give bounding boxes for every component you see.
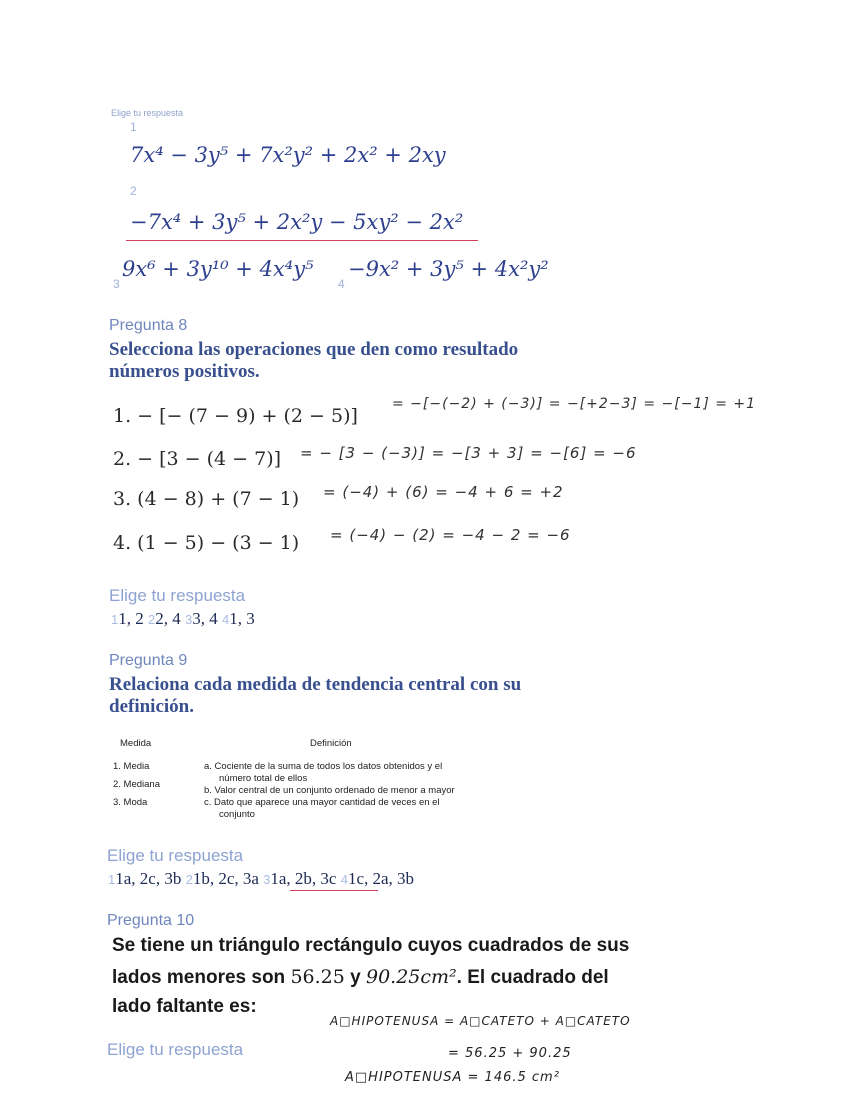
q9-choice-4[interactable]: 1c, 2a, 3b bbox=[347, 869, 415, 888]
q9-elige: Elige tu respuesta bbox=[107, 846, 244, 865]
q7-option-3[interactable]: 9x⁶ + 3y¹⁰ + 4x⁴y⁵ bbox=[122, 257, 314, 281]
q9-medida-1: 1. Media bbox=[113, 761, 150, 772]
q8-prompt-line1: Selecciona las operaciones que den como resultado bbox=[109, 339, 519, 360]
q8-choice-4-number[interactable]: 4 bbox=[221, 612, 230, 627]
q9-choice-3-mark bbox=[290, 890, 378, 891]
q8-choice-4[interactable]: 1, 3 bbox=[229, 609, 255, 628]
q9-choice-2-number[interactable]: 2 bbox=[185, 872, 193, 887]
q9-def-a-line1: a. Cociente de la suma de todos los datos obtenidos y el bbox=[204, 761, 443, 772]
q10-line2-c: . El cuadrado del bbox=[456, 967, 609, 988]
q9-medida-3: 3. Moda bbox=[113, 797, 148, 808]
q7-option-2[interactable]: −7x⁴ + 3y⁵ + 2x²y − 5xy² − 2x² bbox=[130, 210, 464, 234]
q10-line2-b: y bbox=[344, 967, 366, 988]
q8-choice-1-number[interactable]: 1 bbox=[111, 612, 119, 627]
q8-choice-1[interactable]: 1, 2 bbox=[118, 609, 144, 628]
q10-value-2: 90.25cm² bbox=[365, 966, 457, 988]
q7-opt3-number[interactable]: 3 bbox=[113, 277, 120, 291]
q7-hint: Elige tu respuesta bbox=[111, 108, 184, 118]
q9-table-header-medida: Medida bbox=[120, 738, 152, 749]
q10-work-1: A□HIPOTENUSA = A□CATETO + A□CATETO bbox=[330, 1014, 631, 1028]
q10-title: Pregunta 10 bbox=[107, 912, 195, 929]
q8-operation-2: 2. − [3 − (4 − 7)] bbox=[113, 448, 282, 470]
q8-work-3: = (−4) + (6) = −4 + 6 = +2 bbox=[323, 483, 564, 501]
q9-choice-1[interactable]: 1a, 2c, 3b bbox=[115, 869, 182, 888]
q8-prompt-line2: números positivos. bbox=[109, 361, 260, 382]
q7-option-2-mark bbox=[126, 240, 478, 241]
q8-work-4: = (−4) − (2) = −4 − 2 = −6 bbox=[330, 526, 571, 544]
q9-choice-4-number[interactable]: 4 bbox=[340, 872, 348, 887]
q8-title: Pregunta 8 bbox=[109, 317, 188, 334]
q9-table-header-definicion: Definición bbox=[310, 738, 352, 749]
q10-line2-a: lados menores son bbox=[112, 967, 291, 988]
q9-def-c-line1: c. Dato que aparece una mayor cantidad de veces en el bbox=[204, 797, 440, 808]
q8-choice-2[interactable]: 2, 4 bbox=[155, 609, 181, 628]
q9-choices bbox=[108, 869, 414, 889]
q7-option-1[interactable]: 7x⁴ − 3y⁵ + 7x²y² + 2x² + 2xy bbox=[130, 143, 446, 167]
q9-title: Pregunta 9 bbox=[109, 652, 188, 669]
q8-work-1: = −[−(−2) + (−3)] = −[+2−3] = −[−1] = +1 bbox=[392, 396, 757, 412]
q8-choice-3-number[interactable]: 3 bbox=[184, 612, 193, 627]
q10-prompt-line3: lado faltante es: bbox=[112, 996, 257, 1017]
q9-def-b: b. Valor central de un conjunto ordenado de menor a mayor bbox=[204, 785, 455, 796]
q8-elige: Elige tu respuesta bbox=[109, 586, 246, 605]
q9-prompt-line1: Relaciona cada medida de tendencia central con su bbox=[109, 674, 522, 695]
q9-prompt-line2: definición. bbox=[109, 696, 194, 717]
q9-choice-1-number[interactable]: 1 bbox=[108, 872, 116, 887]
q9-def-a-line2: número total de ellos bbox=[219, 773, 308, 784]
q8-operation-1: 1. − [− (7 − 9) + (2 − 5)] bbox=[113, 405, 358, 427]
q8-operation-3: 3. (4 − 8) + (7 − 1) bbox=[113, 488, 300, 510]
q9-choice-3[interactable]: 1a, 2b, 3c bbox=[270, 869, 337, 888]
q8-choice-3[interactable]: 3, 4 bbox=[192, 609, 218, 628]
q8-choices bbox=[111, 609, 255, 629]
q7-opt2-number[interactable]: 2 bbox=[130, 184, 137, 198]
q8-operation-4: 4. (1 − 5) − (3 − 1) bbox=[113, 532, 300, 554]
q8-work-2: = − [3 − (−3)] = −[3 + 3] = −[6] = −6 bbox=[300, 444, 637, 462]
q10-work-3: A□HIPOTENUSA = 146.5 cm² bbox=[345, 1070, 560, 1085]
q10-elige: Elige tu respuesta bbox=[107, 1040, 244, 1059]
q7-option-4[interactable]: −9x² + 3y⁵ + 4x²y² bbox=[348, 257, 549, 281]
q9-medida-2: 2. Mediana bbox=[113, 779, 161, 790]
q8-choice-2-number[interactable]: 2 bbox=[147, 612, 156, 627]
q10-prompt-line1: Se tiene un triángulo rectángulo cuyos cuadrados de sus bbox=[112, 935, 630, 956]
q9-choice-3-number[interactable]: 3 bbox=[263, 872, 271, 887]
q9-def-c-line2: conjunto bbox=[219, 809, 255, 820]
q9-choice-2[interactable]: 1b, 2c, 3a bbox=[192, 869, 259, 888]
q7-opt1-number[interactable]: 1 bbox=[130, 120, 137, 134]
q10-prompt-line2 bbox=[112, 962, 609, 993]
q10-value-1: 56.25 bbox=[290, 966, 345, 988]
q10-work-2: = 56.25 + 90.25 bbox=[448, 1046, 572, 1061]
q7-opt4-number[interactable]: 4 bbox=[338, 277, 345, 291]
